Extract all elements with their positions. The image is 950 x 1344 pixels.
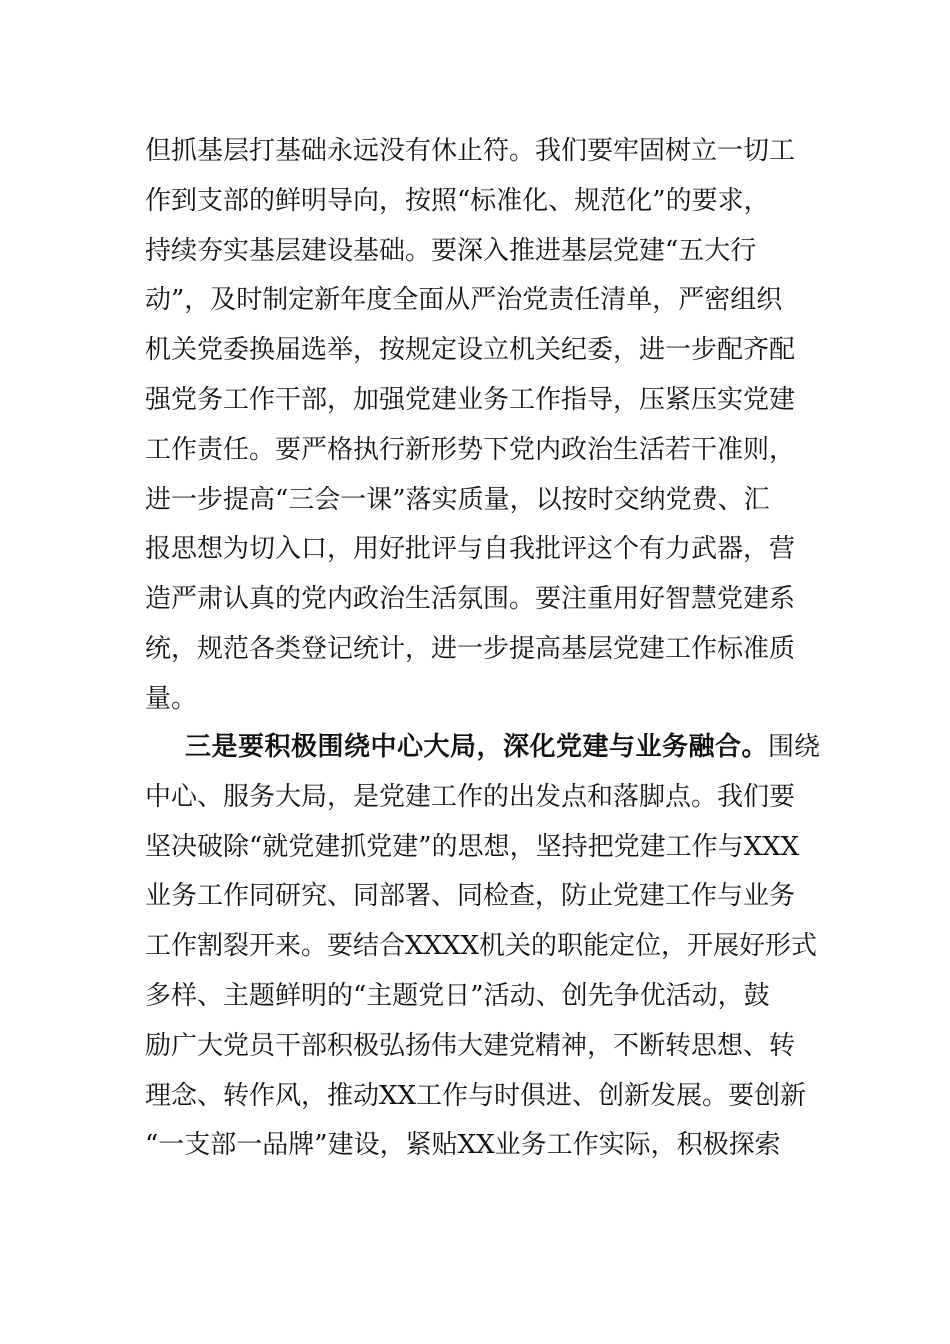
paragraph-line: 进一步提高“三会一课”落实质量，以按时交纳党费、汇	[145, 484, 770, 515]
paragraph-line: 业务工作同研究、同部署、同检查，防止党建工作与业务	[145, 881, 796, 912]
paragraph-line: 统，规范各类登记统计，进一步提高基层党建工作标准质	[145, 633, 796, 664]
paragraph-line: 励广大党员干部积极弘扬伟大建党精神，不断转思想、转	[145, 1030, 796, 1061]
paragraph-heading-rest: 围绕	[768, 732, 821, 762]
paragraph-line: 多样、主题鲜明的“主题党日”活动、创先争优活动，鼓	[145, 980, 770, 1011]
paragraph-line: 持续夯实基层建设基础。要深入推进基层党建“五大行	[145, 235, 757, 266]
paragraph-line: 造严肃认真的党内政治生活氛围。要注重用好智慧党建系	[145, 584, 796, 615]
paragraph-line: 坚决破除“就党建抓党建”的思想，坚持把党建工作与XXX	[145, 831, 800, 862]
paragraph-party-building-standards	[145, 127, 805, 725]
paragraph-line: 理念、转作风，推动XX工作与时俱进、创新发展。要创新	[145, 1080, 807, 1111]
paragraph-line: 作到支部的鲜明导向，按照“标准化、规范化”的要求，	[145, 185, 770, 216]
paragraph-business-integration	[145, 723, 821, 1171]
paragraph-heading-bold: 三是要积极围绕中心大局，深化党建与业务融合。	[185, 732, 769, 762]
paragraph-line: 机关党委换届选举，按规定设立机关纪委，进一步配齐配	[145, 335, 796, 366]
paragraph-line: 中心、服务大局，是党建工作的出发点和落脚点。我们要	[145, 781, 796, 812]
paragraph-line: 工作割裂开来。要结合XXXX机关的职能定位，开展好形式	[145, 931, 818, 962]
paragraph-line: “一支部一品牌”建设，紧贴XX业务工作实际，积极探索	[145, 1130, 781, 1161]
paragraph-line: 量。	[145, 683, 198, 714]
paragraph-line: 工作责任。要严格执行新形势下党内政治生活若干准则，	[145, 434, 796, 465]
paragraph-first-line	[185, 723, 821, 773]
paragraph-line: 动”，及时制定新年度全面从严治党责任清单，严密组织	[145, 285, 783, 316]
paragraph-line: 但抓基层打基础永远没有休止符。我们要牢固树立一切工	[145, 136, 796, 166]
paragraph-line: 报思想为切入口，用好批评与自我批评这个有力武器，营	[145, 534, 796, 565]
paragraph-line: 强党务工作干部，加强党建业务工作指导，压紧压实党建	[145, 384, 796, 415]
